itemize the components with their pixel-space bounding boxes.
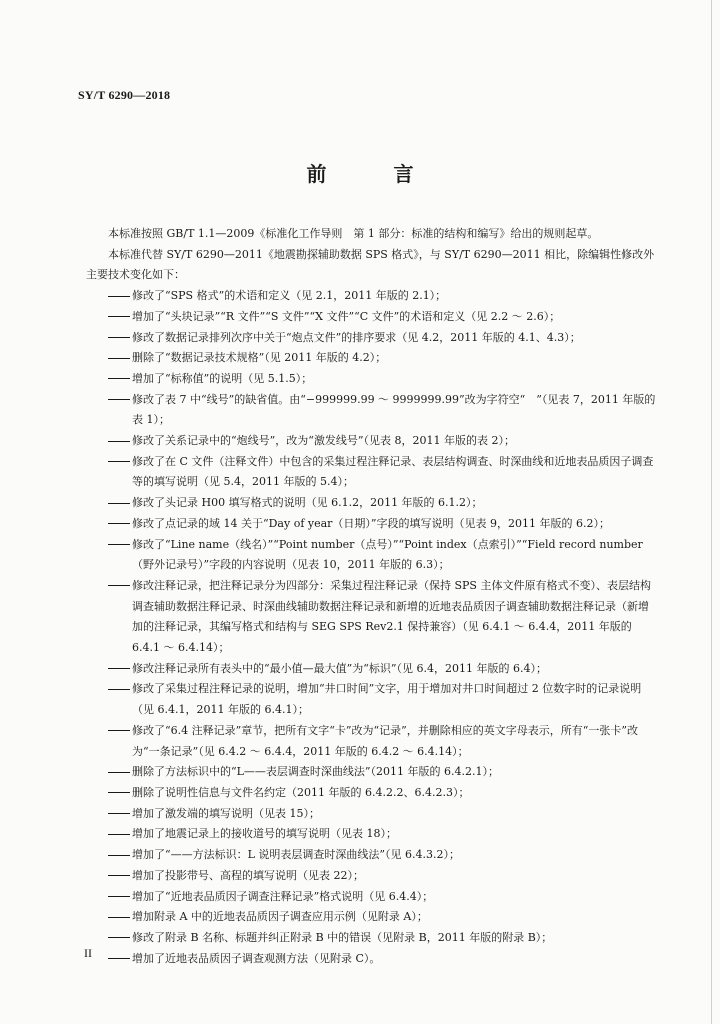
list-item bbox=[86, 576, 658, 659]
dash-mark bbox=[86, 855, 132, 856]
list-item bbox=[86, 369, 658, 390]
dash-mark bbox=[86, 358, 132, 359]
list-item-text: 删除了方法标识中的“L——表层调查时深曲线法”（2011 年版的 6.4.2.1）； bbox=[132, 765, 500, 779]
dash-mark bbox=[86, 503, 132, 504]
dash-mark bbox=[86, 896, 132, 897]
list-item-text: 增加了“近地表品质因子调查注释记录”格式说明（见 6.4.4）； bbox=[132, 889, 434, 903]
list-item-text: 删除了说明性信息与文件名约定（2011 年版的 6.4.2.2、6.4.2.3）； bbox=[132, 785, 470, 799]
list-item bbox=[86, 431, 658, 452]
dash-mark bbox=[86, 441, 132, 442]
list-item bbox=[86, 452, 658, 493]
list-item bbox=[86, 659, 658, 680]
list-item-text: 修改了“6.4 注释记录”章节，把所有文字“卡”改为“记录”，并删除相应的英文字母表示，所有“一张卡”改为“一条记录”（见 6.4.2 ～ 6.4.4，2011 年版的 6.4.2 ～ 6.4.14）； bbox=[132, 723, 638, 758]
list-item bbox=[86, 721, 658, 762]
list-item-text: 修改了“SPS 格式”的术语和定义（见 2.1，2011 年版的 2.1）； bbox=[132, 289, 447, 303]
list-item-text: 修改注释记录所有表头中的“最小值—最大值”为“标识”（见 6.4，2011 年版的 6.4）； bbox=[132, 661, 547, 675]
list-item-text: 修改了采集过程注释记录的说明，增加“井口时间”文字，用于增加对井口时间超过 2 位数字时的记录说明（见 6.4.1，2011 年版的 6.4.1）； bbox=[132, 682, 642, 717]
dash-mark bbox=[86, 937, 132, 938]
list-item bbox=[86, 887, 658, 908]
dash-mark bbox=[86, 689, 132, 690]
list-item bbox=[86, 949, 658, 970]
dash-mark bbox=[86, 813, 132, 814]
list-item bbox=[86, 328, 658, 349]
dash-mark bbox=[86, 792, 132, 793]
list-item bbox=[86, 348, 658, 369]
standard-code: SY/T 6290—2018 bbox=[78, 88, 171, 102]
list-item bbox=[86, 679, 658, 720]
list-item bbox=[86, 390, 658, 431]
list-item bbox=[86, 762, 658, 783]
list-item-text: 修改了在 C 文件（注释文件）中包含的采集过程注释记录、表层结构调查、时深曲线和近地表品质因子调查等的填写说明（见 5.4，2011 年版的 5.4）； bbox=[132, 454, 654, 489]
dash-mark bbox=[86, 585, 132, 586]
list-item-text: 修改了“Line name（线名）”“Point number（点号）”“Point index（点索引）”“Field record number（野外记录号）”字段的内容说明（见表 10，2011 年版的 6.3）； bbox=[132, 537, 643, 572]
list-item bbox=[86, 783, 658, 804]
list-item bbox=[86, 824, 658, 845]
change-list bbox=[86, 286, 658, 969]
dash-mark bbox=[86, 316, 132, 317]
dash-mark bbox=[86, 917, 132, 918]
dash-mark bbox=[86, 772, 132, 773]
page-number: II bbox=[84, 946, 92, 960]
list-item-text: 增加了“——方法标识：L 说明表层调查时深曲线法”（见 6.4.3.2）； bbox=[132, 848, 461, 862]
list-item-text: 修改了附录 B 名称、标题并纠正附录 B 中的错误（见附录 B，2011 年版的附录 B）； bbox=[132, 930, 553, 944]
dash-mark bbox=[86, 399, 132, 400]
page-edge bbox=[711, 0, 712, 1024]
dash-mark bbox=[86, 834, 132, 835]
dash-mark bbox=[86, 730, 132, 731]
dash-mark bbox=[86, 523, 132, 524]
list-item-text: 增加了近地表品质因子调查观测方法（见附录 C）。 bbox=[132, 951, 381, 965]
list-item bbox=[86, 845, 658, 866]
dash-mark bbox=[86, 544, 132, 545]
list-item-text: 增加附录 A 中的近地表品质因子调查应用示例（见附录 A）； bbox=[132, 910, 428, 924]
list-item-text: 修改了头记录 H00 填写格式的说明（见 6.1.2，2011 年版的 6.1.2）； bbox=[132, 496, 483, 510]
list-item-text: 增加了“标称值”的说明（见 5.1.5）； bbox=[132, 371, 313, 385]
list-item bbox=[86, 866, 658, 887]
replacement-paragraph: 本标准代替 SY/T 6290—2011《地震勘探辅助数据 SPS 格式》，与 SY/T 6290—2011 相比，除编辑性修改外主要技术变化如下： bbox=[86, 247, 655, 282]
list-item bbox=[86, 514, 658, 535]
list-item-text: 增加了地震记录上的接收道号的填写说明（见表 18）； bbox=[132, 827, 397, 841]
dash-mark bbox=[86, 958, 132, 959]
list-item bbox=[86, 493, 658, 514]
list-item-text: 修改了关系记录中的“炮线号”，改为“激发线号”（见表 8，2011 年版的表 2）； bbox=[132, 434, 515, 448]
list-item bbox=[86, 286, 658, 307]
list-item-text: 修改了表 7 中“线号”的缺省值。由“−999999.99 ～ 9999999.99”改为字符空“ ”（见表 7，2011 年版的表 1）； bbox=[132, 392, 656, 427]
dash-mark bbox=[86, 875, 132, 876]
list-item bbox=[86, 804, 658, 825]
list-item-text: 修改了点记录的域 14 关于“Day of year（日期）”字段的填写说明（见表 9，2011 年版的 6.2）； bbox=[132, 516, 611, 530]
list-item bbox=[86, 928, 658, 949]
list-item-text: 增加了“头块记录”“R 文件”“S 文件”“X 文件”“C 文件”的术语和定义（见 2.2 ～ 2.6）； bbox=[132, 309, 561, 323]
list-item bbox=[86, 535, 658, 576]
foreword-body bbox=[86, 224, 658, 969]
list-item-text: 增加了投影带号、高程的填写说明（见表 22）； bbox=[132, 868, 364, 882]
dash-mark bbox=[86, 668, 132, 669]
intro-paragraph: 本标准按照 GB/T 1.1—2009《标准化工作导则 第 1 部分：标准的结构和编写》给出的规则起草。 bbox=[108, 227, 599, 240]
dash-mark bbox=[86, 296, 132, 297]
list-item bbox=[86, 307, 658, 328]
page-title: 前 言 bbox=[306, 162, 444, 186]
dash-mark bbox=[86, 378, 132, 379]
list-item bbox=[86, 907, 658, 928]
dash-mark bbox=[86, 337, 132, 338]
dash-mark bbox=[86, 461, 132, 462]
list-item-text: 修改了数据记录排列次序中关于“炮点文件”的排序要求（见 4.2，2011 年版的 4.1、4.3）； bbox=[132, 330, 581, 344]
list-item-text: 修改注释记录，把注释记录分为四部分：采集过程注释记录（保持 SPS 主体文件原有格式不变）、表层结构调查辅助数据注释记录、时深曲线辅助数据注释记录和新增的近地表品质因子调查辅助数据注释记录（新增加的注释记录，其编写格式和结构与 SEG SPS Rev2.1 保持兼容）（见 6.4.1 ～ 6.4.4，2011 年版的 6.4.1 ～ 6.4.14）； bbox=[132, 578, 651, 655]
list-item-text: 删除了“数据记录技术规格”（见 2011 年版的 4.2）； bbox=[132, 351, 387, 365]
list-item-text: 增加了激发端的填写说明（见表 15）； bbox=[132, 806, 320, 820]
